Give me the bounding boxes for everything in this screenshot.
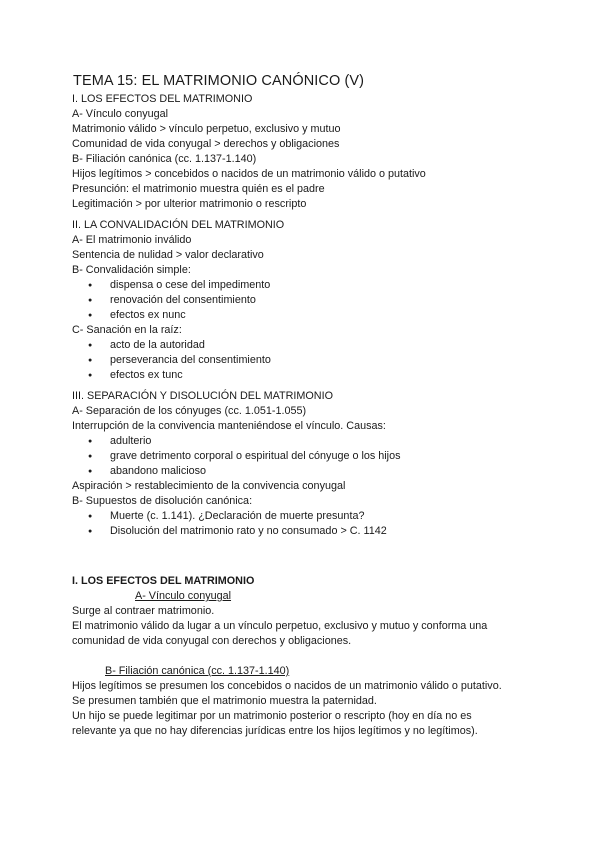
subsection-heading: A- Vínculo conyugal [72, 108, 169, 120]
paragraph-line: Se presumen también que el matrimonio muestra la paternidad. [72, 695, 377, 707]
paragraph-line: Un hijo se puede legitimar por un matrimonio posterior o rescripto (hoy en día no es [72, 710, 472, 722]
bullet-item: ● efectos ex tunc [72, 368, 572, 383]
detail-heading: I. LOS EFECTOS DEL MATRIMONIO [72, 575, 255, 587]
bullet-item: ● Disolución del matrimonio rato y no consumado > C. 1142 [72, 524, 572, 539]
subsection-heading: B- Supuestos de disolución canónica: [72, 495, 253, 507]
paragraph-line: relevante ya que no hay diferencias jurídicas entre los hijos legítimos y no legítimos). [72, 725, 478, 737]
outline-line: Legitimación > por ulterior matrimonio o rescripto [72, 198, 307, 210]
subsection-heading: C- Sanación en la raíz: [72, 324, 182, 336]
outline-line: Comunidad de vida conyugal > derechos y obligaciones [72, 138, 340, 150]
detail-subheading: A- Vínculo conyugal [135, 590, 232, 602]
document-title: TEMA 15: EL MATRIMONIO CANÓNICO (V) [73, 73, 365, 89]
outline-line: Interrupción de la convivencia manteniéndose el vínculo. Causas: [72, 420, 386, 432]
paragraph-line: Hijos legítimos se presumen los concebidos o nacidos de un matrimonio válido o putativo. [72, 680, 502, 692]
bullet-item: ● acto de la autoridad [72, 338, 572, 353]
paragraph-line: comunidad de vida conyugal con derechos y obligaciones. [72, 635, 352, 647]
outline-line: Sentencia de nulidad > valor declarativo [72, 249, 264, 261]
section-heading: II. LA CONVALIDACIÓN DEL MATRIMONIO [72, 219, 285, 231]
outline-line: Matrimonio válido > vínculo perpetuo, exclusivo y mutuo [72, 123, 341, 135]
outline-line: Hijos legítimos > concebidos o nacidos de un matrimonio válido o putativo [72, 168, 426, 180]
bullet-item: ● adulterio [72, 434, 572, 449]
outline-line: Aspiración > restablecimiento de la convivencia conyugal [72, 480, 346, 492]
subsection-heading: A- Separación de los cónyuges (cc. 1.051-1.055) [72, 405, 307, 417]
bullet-item: ● renovación del consentimiento [72, 293, 572, 308]
outline-line: Presunción: el matrimonio muestra quién es el padre [72, 183, 325, 195]
subsection-heading: A- El matrimonio inválido [72, 234, 192, 246]
detail-subheading: B- Filiación canónica (cc. 1.137-1.140) [105, 665, 290, 677]
bullet-item: ● dispensa o cese del impedimento [72, 278, 572, 293]
section-heading: III. SEPARACIÓN Y DISOLUCIÓN DEL MATRIMONIO [72, 390, 333, 402]
bullet-item: ● perseverancia del consentimiento [72, 353, 572, 368]
paragraph-line: El matrimonio válido da lugar a un vínculo perpetuo, exclusivo y mutuo y conforma una [72, 620, 488, 632]
bullet-item: ● efectos ex nunc [72, 308, 572, 323]
summary-outline [72, 92, 572, 539]
bullet-item: ● grave detrimento corporal o espiritual del cónyuge o los hijos [72, 449, 572, 464]
subsection-heading: B- Convalidación simple: [72, 264, 191, 276]
bullet-item: ● Muerte (c. 1.141). ¿Declaración de muerte presunta? [72, 509, 572, 524]
section-heading: I. LOS EFECTOS DEL MATRIMONIO [72, 93, 253, 105]
paragraph-line: Surge al contraer matrimonio. [72, 605, 215, 617]
detailed-section [72, 574, 582, 739]
subsection-heading: B- Filiación canónica (cc. 1.137-1.140) [72, 153, 257, 165]
bullet-item: ● abandono malicioso [72, 464, 572, 479]
